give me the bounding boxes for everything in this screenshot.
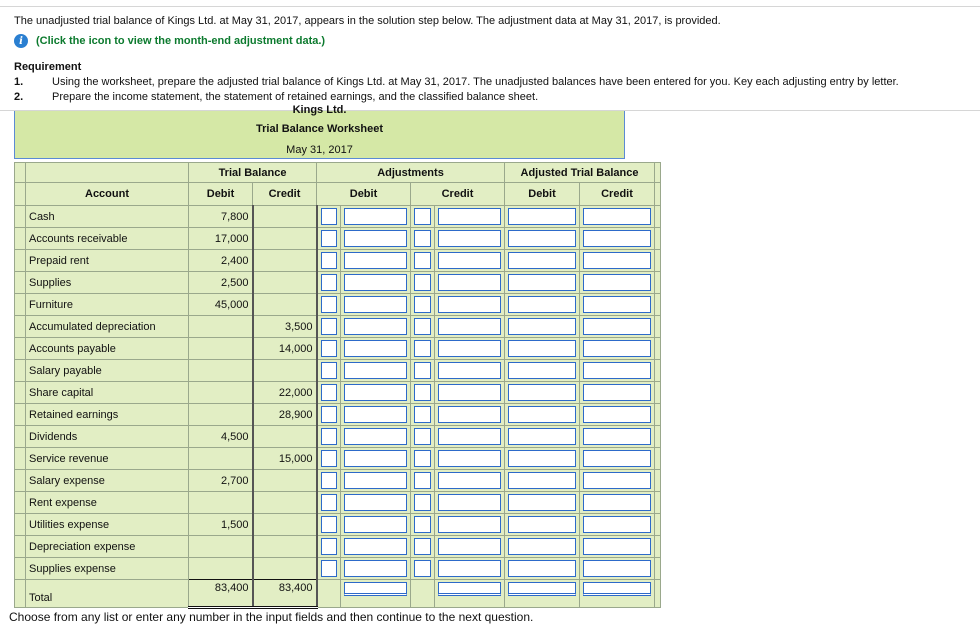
adj-debit-amount-input[interactable] [344, 472, 407, 489]
adj-credit-amount-input[interactable] [438, 538, 501, 555]
account-name: Accumulated depreciation [26, 316, 189, 338]
tb-credit-cell [253, 492, 317, 514]
tb-credit-cell [253, 360, 317, 382]
atb-debit-input[interactable] [508, 472, 576, 489]
adj-credit-amount-input[interactable] [438, 252, 501, 269]
adj-debit-key-input[interactable] [321, 340, 338, 357]
account-name: Share capital [26, 382, 189, 404]
tb-credit-cell [253, 206, 317, 228]
account-name: Prepaid rent [26, 250, 189, 272]
atb-debit-input[interactable] [508, 516, 576, 533]
adj-debit-key-input[interactable] [321, 208, 338, 225]
account-name: Cash [26, 206, 189, 228]
atb-credit-input[interactable] [583, 274, 651, 291]
group-adjusted-trial-balance: Adjusted Trial Balance [505, 163, 655, 183]
adj-debit-amount-input[interactable] [344, 450, 407, 467]
atb-credit-input[interactable] [583, 516, 651, 533]
adj-debit-key-input[interactable] [321, 296, 338, 313]
adj-credit-key-input[interactable] [414, 208, 431, 225]
adjustment-data-link-row[interactable] [14, 34, 325, 48]
col-tb-credit: Credit [253, 183, 317, 206]
tb-debit-cell: 2,400 [189, 250, 253, 272]
requirement-number: 1. [14, 76, 24, 88]
adj-credit-amount-input[interactable] [438, 340, 501, 357]
intro-text: The unadjusted trial balance of Kings Ltd. at May 31, 2017, appears in the solution step below. The adjustment data at May 31, 2017, is provided. [14, 15, 721, 27]
table-row [15, 272, 661, 294]
atb-credit-input[interactable] [583, 450, 651, 467]
tb-debit-cell [189, 316, 253, 338]
atb-debit-input[interactable] [508, 450, 576, 467]
adj-debit-amount-input[interactable] [344, 274, 407, 291]
adj-credit-amount-input[interactable] [438, 406, 501, 423]
table-row [15, 382, 661, 404]
account-name: Furniture [26, 294, 189, 316]
adj-credit-amount-input[interactable] [438, 274, 501, 291]
atb-credit-input[interactable] [583, 296, 651, 313]
bottom-instruction: Choose from any list or enter any number in the input fields and then continue to the next question. [9, 610, 534, 624]
tb-credit-cell [253, 272, 317, 294]
account-name: Depreciation expense [26, 536, 189, 558]
account-name: Dividends [26, 426, 189, 448]
adj-credit-amount-input[interactable] [438, 494, 501, 511]
col-tb-debit: Debit [189, 183, 253, 206]
adjustment-data-link[interactable]: (Click the icon to view the month-end adjustment data.) [36, 35, 326, 47]
tb-debit-cell: 45,000 [189, 294, 253, 316]
atb-credit-input[interactable] [583, 538, 651, 555]
table-row [15, 316, 661, 338]
adj-debit-key-input[interactable] [321, 406, 338, 423]
account-name: Salary expense [26, 470, 189, 492]
tb-debit-cell: 7,800 [189, 206, 253, 228]
worksheet-header [14, 104, 625, 159]
atb-debit-input[interactable] [508, 274, 576, 291]
adj-credit-key-input[interactable] [414, 494, 431, 511]
atb-credit-total-input[interactable] [583, 582, 651, 596]
account-name: Supplies expense [26, 558, 189, 580]
table-row [15, 470, 661, 492]
account-name: Service revenue [26, 448, 189, 470]
trial-balance-worksheet [14, 162, 661, 609]
tb-debit-cell: 4,500 [189, 426, 253, 448]
adj-credit-key-input[interactable] [414, 560, 431, 577]
atb-debit-input[interactable] [508, 384, 576, 401]
atb-debit-input[interactable] [508, 208, 576, 225]
adj-credit-key-input[interactable] [414, 516, 431, 533]
adj-debit-amount-input[interactable] [344, 560, 407, 577]
atb-credit-input[interactable] [583, 252, 651, 269]
table-row [15, 536, 661, 558]
atb-credit-input[interactable] [583, 472, 651, 489]
atb-credit-input[interactable] [583, 560, 651, 577]
table-row [15, 206, 661, 228]
adj-credit-key-input[interactable] [414, 274, 431, 291]
atb-credit-input[interactable] [583, 208, 651, 225]
worksheet-date: May 31, 2017 [286, 144, 353, 156]
atb-debit-total-input[interactable] [508, 582, 576, 596]
account-name: Accounts payable [26, 338, 189, 360]
table-row [15, 338, 661, 360]
atb-debit-input[interactable] [508, 494, 576, 511]
atb-debit-input[interactable] [508, 362, 576, 379]
group-header-row [15, 163, 661, 183]
adj-credit-key-input[interactable] [414, 296, 431, 313]
atb-debit-input[interactable] [508, 538, 576, 555]
table-row [15, 492, 661, 514]
tb-credit-cell [253, 470, 317, 492]
account-name: Accounts receivable [26, 228, 189, 250]
account-name: Rent expense [26, 492, 189, 514]
adj-debit-amount-input[interactable] [344, 318, 407, 335]
tb-credit-cell [253, 228, 317, 250]
tb-credit-cell [253, 426, 317, 448]
account-name: Supplies [26, 272, 189, 294]
tb-debit-cell: 2,500 [189, 272, 253, 294]
adj-debit-key-input[interactable] [321, 252, 338, 269]
requirement-item-1 [14, 76, 899, 88]
adj-debit-amount-input[interactable] [344, 208, 407, 225]
adj-debit-amount-input[interactable] [344, 362, 407, 379]
col-account: Account [26, 183, 189, 206]
worksheet-title: Trial Balance Worksheet [256, 123, 383, 135]
account-name: Retained earnings [26, 404, 189, 426]
adj-debit-key-input[interactable] [321, 362, 338, 379]
adj-debit-amount-input[interactable] [344, 340, 407, 357]
tb-credit-cell [253, 250, 317, 272]
tb-debit-cell [189, 382, 253, 404]
adj-credit-amount-input[interactable] [438, 208, 501, 225]
col-adj-credit: Credit [411, 183, 505, 206]
adj-debit-total-input[interactable] [344, 582, 407, 596]
group-trial-balance: Trial Balance [189, 163, 317, 183]
adj-credit-amount-input[interactable] [438, 318, 501, 335]
adj-credit-amount-input[interactable] [438, 230, 501, 247]
tb-debit-cell [189, 536, 253, 558]
requirement-item-2 [14, 91, 538, 103]
tb-debit-cell [189, 404, 253, 426]
tb-debit-cell: 2,700 [189, 470, 253, 492]
total-label: Total [26, 580, 189, 608]
table-row [15, 294, 661, 316]
total-row [15, 580, 661, 608]
account-name: Salary payable [26, 360, 189, 382]
adj-credit-key-input[interactable] [414, 340, 431, 357]
atb-credit-input[interactable] [583, 384, 651, 401]
table-row [15, 514, 661, 536]
col-adj-debit: Debit [317, 183, 411, 206]
adj-credit-amount-input[interactable] [438, 296, 501, 313]
adj-debit-key-input[interactable] [321, 538, 338, 555]
adj-debit-key-input[interactable] [321, 450, 338, 467]
table-row [15, 404, 661, 426]
tb-credit-cell [253, 514, 317, 536]
atb-debit-input[interactable] [508, 252, 576, 269]
adj-credit-key-input[interactable] [414, 362, 431, 379]
tb-debit-cell: 17,000 [189, 228, 253, 250]
adj-debit-key-input[interactable] [321, 516, 338, 533]
atb-credit-input[interactable] [583, 428, 651, 445]
atb-debit-input[interactable] [508, 296, 576, 313]
adj-credit-amount-input[interactable] [438, 428, 501, 445]
requirement-heading: Requirement [14, 61, 82, 73]
adj-debit-amount-input[interactable] [344, 406, 407, 423]
adj-credit-key-input[interactable] [414, 472, 431, 489]
atb-credit-input[interactable] [583, 494, 651, 511]
adj-debit-amount-input[interactable] [344, 516, 407, 533]
adj-debit-key-input[interactable] [321, 230, 338, 247]
adj-credit-amount-input[interactable] [438, 560, 501, 577]
atb-debit-input[interactable] [508, 318, 576, 335]
table-row [15, 426, 661, 448]
adj-credit-key-input[interactable] [414, 428, 431, 445]
adj-credit-key-input[interactable] [414, 318, 431, 335]
adj-credit-amount-input[interactable] [438, 384, 501, 401]
tb-credit-cell: 14,000 [253, 338, 317, 360]
table-row [15, 228, 661, 250]
tb-debit-cell: 1,500 [189, 514, 253, 536]
adj-debit-amount-input[interactable] [344, 296, 407, 313]
table-row [15, 360, 661, 382]
atb-debit-input[interactable] [508, 560, 576, 577]
tb-debit-cell [189, 360, 253, 382]
atb-debit-input[interactable] [508, 406, 576, 423]
tb-credit-cell: 28,900 [253, 404, 317, 426]
adj-credit-key-input[interactable] [414, 538, 431, 555]
account-name: Utilities expense [26, 514, 189, 536]
tb-credit-cell: 15,000 [253, 448, 317, 470]
adj-debit-amount-input[interactable] [344, 384, 407, 401]
adj-debit-key-input[interactable] [321, 472, 338, 489]
adj-debit-key-input[interactable] [321, 384, 338, 401]
info-icon[interactable]: i [14, 34, 28, 48]
atb-credit-input[interactable] [583, 230, 651, 247]
adj-credit-key-input[interactable] [414, 450, 431, 467]
adj-debit-amount-input[interactable] [344, 494, 407, 511]
col-atb-debit: Debit [505, 183, 580, 206]
adj-debit-key-input[interactable] [321, 560, 338, 577]
atb-credit-input[interactable] [583, 340, 651, 357]
adj-debit-amount-input[interactable] [344, 538, 407, 555]
table-row [15, 448, 661, 470]
requirement-number: 2. [14, 91, 24, 103]
tb-debit-total: 83,400 [189, 580, 253, 608]
adj-debit-key-input[interactable] [321, 318, 338, 335]
adj-debit-amount-input[interactable] [344, 252, 407, 269]
adj-debit-amount-input[interactable] [344, 428, 407, 445]
tb-credit-cell [253, 536, 317, 558]
tb-credit-cell: 3,500 [253, 316, 317, 338]
atb-debit-input[interactable] [508, 428, 576, 445]
group-adjustments: Adjustments [317, 163, 505, 183]
atb-debit-input[interactable] [508, 230, 576, 247]
adj-credit-key-input[interactable] [414, 252, 431, 269]
atb-credit-input[interactable] [583, 318, 651, 335]
adj-debit-key-input[interactable] [321, 494, 338, 511]
tb-credit-cell [253, 558, 317, 580]
tb-credit-cell: 22,000 [253, 382, 317, 404]
adj-credit-total-input[interactable] [438, 582, 501, 596]
adj-credit-amount-input[interactable] [438, 472, 501, 489]
col-atb-credit: Credit [580, 183, 655, 206]
adj-debit-key-input[interactable] [321, 428, 338, 445]
top-divider [0, 6, 980, 7]
atb-debit-input[interactable] [508, 340, 576, 357]
company-name: Kings Ltd. [292, 104, 347, 116]
tb-debit-cell [189, 448, 253, 470]
tb-debit-cell [189, 558, 253, 580]
tb-credit-total: 83,400 [253, 580, 317, 608]
requirement-text: Using the worksheet, prepare the adjusted trial balance of Kings Ltd. at May 31, 2017. The unadjusted balances have been entered for you. Key each adjusting entry by letter. [52, 76, 899, 88]
tb-credit-cell [253, 294, 317, 316]
adj-credit-key-input[interactable] [414, 230, 431, 247]
column-header-row [15, 183, 661, 206]
adj-credit-key-input[interactable] [414, 384, 431, 401]
tb-debit-cell [189, 492, 253, 514]
table-row [15, 558, 661, 580]
atb-credit-input[interactable] [583, 406, 651, 423]
adj-debit-amount-input[interactable] [344, 230, 407, 247]
adj-credit-amount-input[interactable] [438, 516, 501, 533]
adj-credit-amount-input[interactable] [438, 362, 501, 379]
adj-debit-key-input[interactable] [321, 274, 338, 291]
requirement-text: Prepare the income statement, the statement of retained earnings, and the classified balance sheet. [52, 91, 539, 103]
atb-credit-input[interactable] [583, 362, 651, 379]
table-row [15, 250, 661, 272]
adj-credit-key-input[interactable] [414, 406, 431, 423]
tb-debit-cell [189, 338, 253, 360]
adj-credit-amount-input[interactable] [438, 450, 501, 467]
